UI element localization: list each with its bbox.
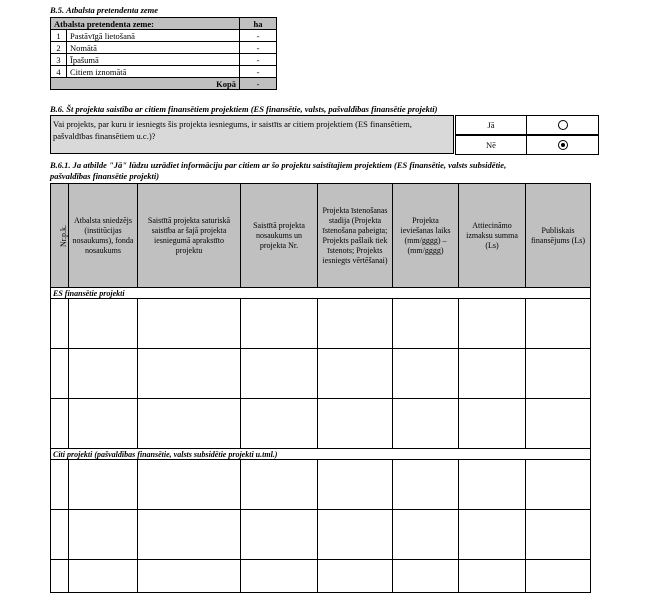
land-row-value[interactable]: - (240, 66, 277, 78)
table-row (51, 460, 591, 510)
cell[interactable] (459, 510, 526, 560)
col-header-nr-label: Nr.p.k. (59, 224, 68, 247)
table-row (51, 399, 591, 449)
option-no-label: Nē (456, 136, 527, 154)
option-no-radio[interactable] (558, 140, 568, 150)
land-total-row (51, 78, 277, 90)
land-row-value[interactable]: - (240, 30, 277, 42)
b6-question-block (50, 115, 600, 156)
cell[interactable] (459, 299, 526, 349)
group-eu-projects: ES finansētie projekti (51, 288, 591, 299)
cell[interactable] (51, 460, 69, 510)
land-row-num: 1 (51, 30, 67, 42)
land-row-label: Īpašumā (67, 54, 240, 66)
col-header-name: Saistītā projekta nosaukums un projekta Nr. (241, 184, 318, 288)
b6-question: Vai projekts, par kuru ir iesniegts šis projekta iesniegums, ir saistīts ar citiem projektiem (ES finansētiem, pašvaldības finansētiem u.c.)? (50, 115, 454, 154)
cell[interactable] (51, 299, 69, 349)
cell[interactable] (51, 560, 69, 593)
cell[interactable] (526, 560, 591, 593)
cell[interactable] (526, 349, 591, 399)
cell[interactable] (393, 510, 459, 560)
land-row-num: 4 (51, 66, 67, 78)
cell[interactable] (69, 510, 138, 560)
cell[interactable] (69, 299, 138, 349)
cell[interactable] (241, 510, 318, 560)
cell[interactable] (526, 399, 591, 449)
b5-title: B.5. Atbalsta pretendenta zeme (50, 5, 159, 15)
b6-title: B.6. Št projekta saistība ar citiem finansētiem projektiem (ES finansētie, valsts, pašvaldības finansētie projekti) (50, 104, 438, 114)
cell[interactable] (51, 510, 69, 560)
cell[interactable] (393, 460, 459, 510)
cell[interactable] (69, 460, 138, 510)
option-no[interactable] (455, 135, 599, 155)
land-table-unit: ha (240, 18, 277, 30)
col-header-public: Publiskais finansējums (Ls) (526, 184, 591, 288)
land-table (50, 17, 277, 90)
cell[interactable] (526, 299, 591, 349)
cell[interactable] (138, 399, 241, 449)
cell[interactable] (393, 349, 459, 399)
table-row (51, 299, 591, 349)
land-total-label: Kopā (51, 78, 240, 90)
col-header-provider: Atbalsta sniedzējs (institūcijas nosaukums), fonda nosaukums (69, 184, 138, 288)
land-row (51, 30, 277, 42)
cell[interactable] (459, 399, 526, 449)
cell[interactable] (526, 460, 591, 510)
cell[interactable] (138, 299, 241, 349)
cell[interactable] (241, 299, 318, 349)
land-row-label: Citiem iznomātā (67, 66, 240, 78)
b61-title-line2: pašvaldības finansētie projekti) (50, 171, 160, 181)
cell[interactable] (393, 299, 459, 349)
col-header-nr (51, 184, 69, 288)
cell[interactable] (459, 460, 526, 510)
table-row (51, 349, 591, 399)
table-row (51, 510, 591, 560)
b61-title-line1: B.6.1. Ja atbilde "Jā" lūdzu uzrādiet informāciju par citiem ar šo projektu saistītajiem projektiem (ES finansētie, valsts subsidētie, (50, 160, 507, 170)
option-yes-radio[interactable] (558, 120, 568, 130)
cell[interactable] (241, 460, 318, 510)
b6-options (455, 115, 600, 156)
cell[interactable] (138, 349, 241, 399)
land-row-num: 2 (51, 42, 67, 54)
col-header-eligible: Attiecināmo izmaksu summa (Ls) (459, 184, 526, 288)
cell[interactable] (393, 399, 459, 449)
table-header-row (51, 184, 591, 288)
cell[interactable] (241, 399, 318, 449)
cell[interactable] (318, 560, 393, 593)
land-row (51, 42, 277, 54)
cell[interactable] (69, 399, 138, 449)
cell[interactable] (318, 349, 393, 399)
cell[interactable] (318, 399, 393, 449)
cell[interactable] (318, 299, 393, 349)
col-header-relation: Saistītā projekta saturiskā saistība ar šajā projekta iesniegumā aprakstīto projektu (138, 184, 241, 288)
col-header-period: Projekta ieviešanas laiks (mm/gggg) – (mm/gggg) (393, 184, 459, 288)
cell[interactable] (459, 560, 526, 593)
land-row-value[interactable]: - (240, 42, 277, 54)
land-row-label: Nomātā (67, 42, 240, 54)
col-header-stage: Projekta īstenošanas stadija (Projekta īstenošana pabeigta; Projekts pašlaik tiek īstenots; Projekts iesniegts vērtēšanai) (318, 184, 393, 288)
group-other-projects: Citi projekti (pašvaldības finansētie, valsts subsidētie projekti u.tml.) (51, 449, 591, 460)
cell[interactable] (526, 510, 591, 560)
land-row (51, 66, 277, 78)
cell[interactable] (138, 560, 241, 593)
cell[interactable] (318, 510, 393, 560)
related-projects-table (50, 183, 591, 593)
cell[interactable] (241, 349, 318, 399)
cell[interactable] (51, 349, 69, 399)
option-yes-label: Jā (456, 116, 527, 134)
cell[interactable] (69, 560, 138, 593)
land-table-header: Atbalsta pretendenta zeme: (51, 18, 240, 30)
land-row-label: Pastāvīgā lietošanā (67, 30, 240, 42)
cell[interactable] (459, 349, 526, 399)
cell[interactable] (69, 349, 138, 399)
cell[interactable] (241, 560, 318, 593)
land-total-value: - (240, 78, 277, 90)
land-row-value[interactable]: - (240, 54, 277, 66)
cell[interactable] (393, 560, 459, 593)
land-row-num: 3 (51, 54, 67, 66)
cell[interactable] (138, 460, 241, 510)
cell[interactable] (138, 510, 241, 560)
land-row (51, 54, 277, 66)
option-yes[interactable] (455, 115, 599, 135)
cell[interactable] (318, 460, 393, 510)
table-row (51, 560, 591, 593)
cell[interactable] (51, 399, 69, 449)
